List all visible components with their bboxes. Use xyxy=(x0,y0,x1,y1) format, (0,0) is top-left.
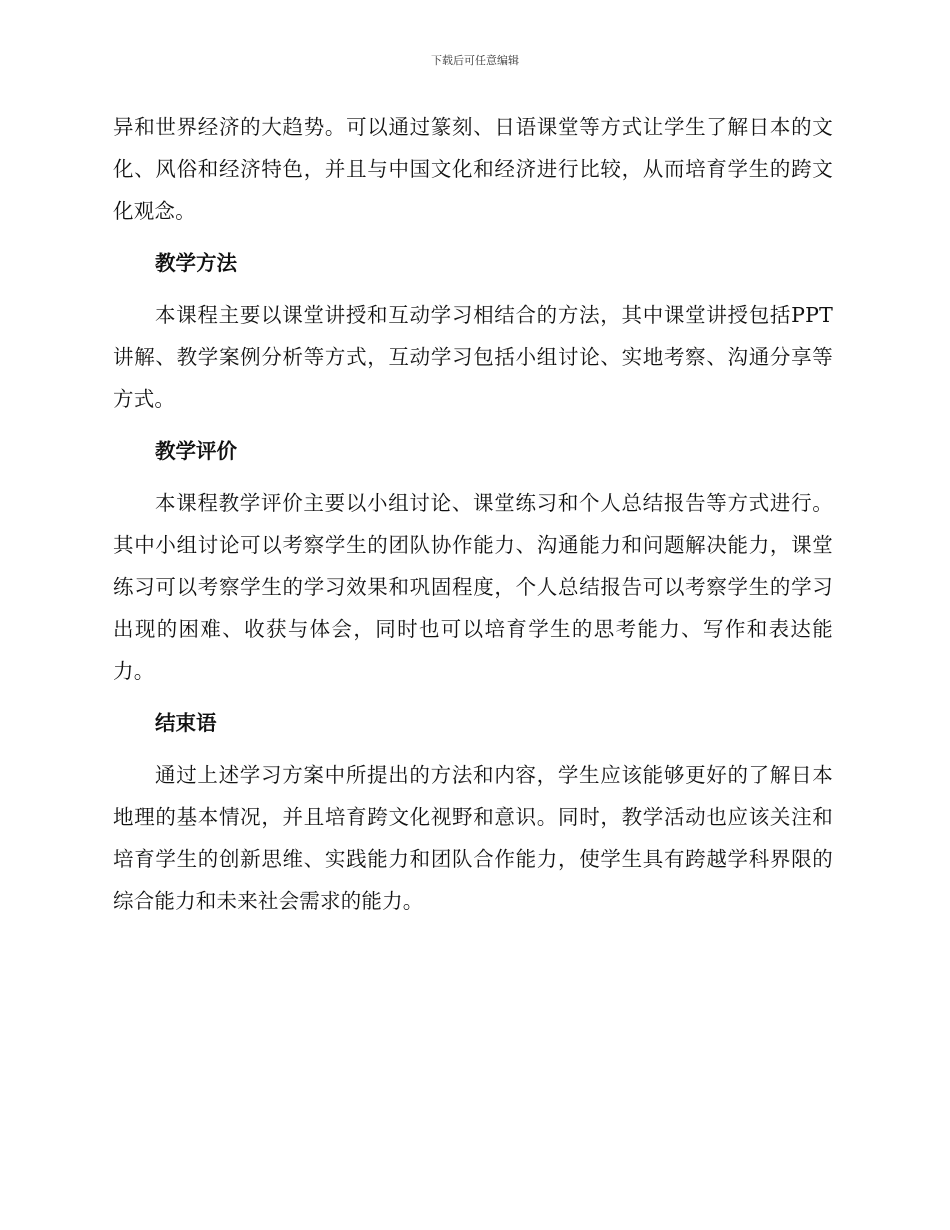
methods-paragraph: 本课程主要以课堂讲授和互动学习相结合的方法，其中课堂讲授包括PPT讲解、教学案例分析等方式，互动学习包括小组讨论、实地考察、沟通分享等方式。 xyxy=(113,303,833,411)
document-body xyxy=(113,106,833,922)
page-header: 下载后可任意编辑 xyxy=(431,54,519,67)
intro-paragraph: 异和世界经济的大趋势。可以通过篆刻、日语课堂等方式让学生了解日本的文化、风俗和经济特色，并且与中国文化和经济进行比较，从而培育学生的跨文化观念。 xyxy=(113,115,833,223)
conclusion-heading: 结束语 xyxy=(155,711,217,735)
conclusion-paragraph: 通过上述学习方案中所提出的方法和内容，学生应该能够更好的了解日本地理的基本情况，并且培育跨文化视野和意识。同时，教学活动也应该关注和培育学生的创新思维、实践能力和团队合作能力，使学生具有跨越学科界限的综合能力和未来社会需求的能力。 xyxy=(113,763,833,913)
methods-heading: 教学方法 xyxy=(155,251,237,275)
evaluation-paragraph: 本课程教学评价主要以小组讨论、课堂练习和个人总结报告等方式进行。其中小组讨论可以考察学生的团队协作能力、沟通能力和问题解决能力，课堂练习可以考察学生的学习效果和巩固程度，个人总结报告可以考察学生的学习出现的困难、收获与体会，同时也可以培育学生的思考能力、写作和表达能力。 xyxy=(113,491,833,683)
evaluation-heading: 教学评价 xyxy=(155,439,237,463)
